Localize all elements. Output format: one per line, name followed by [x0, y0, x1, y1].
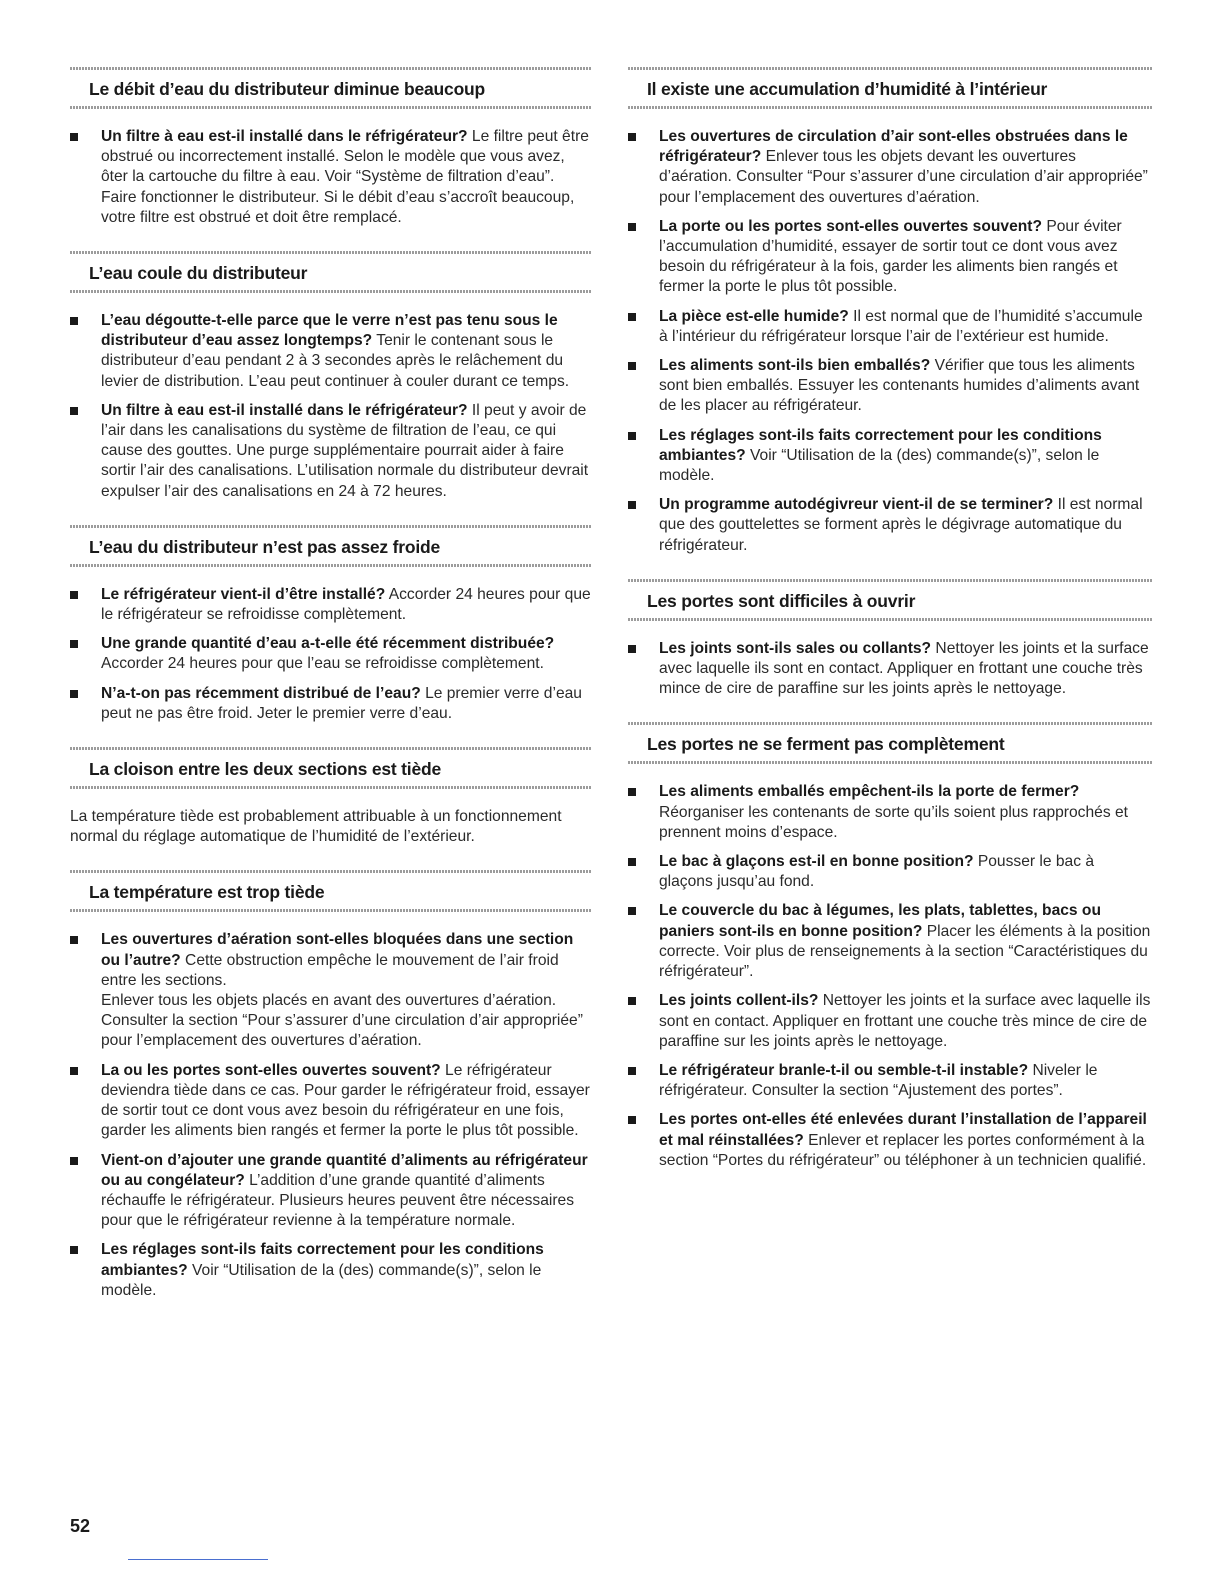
answer-text: Réorganiser les contenants de sorte qu’ils soient plus rapprochés et prennent moins d’espace.	[659, 803, 1128, 841]
right-column	[628, 58, 1152, 1185]
question-text: Les joints sont-ils sales ou collants?	[659, 639, 932, 657]
section-doors-not-closing	[628, 713, 1152, 1170]
dotted-rule	[628, 618, 1152, 621]
square-bullet-icon	[628, 858, 636, 866]
question-text: Le réfrigérateur branle-t-il ou semble-t-il instable?	[659, 1061, 1029, 1079]
answer-text: Vérifier que tous les aliments sont bien emballés. Essuyer les contenants humides d’aliments avant de les placer au réfrigérateur.	[659, 357, 1140, 415]
square-bullet-icon	[628, 1067, 636, 1075]
section-title: Les portes ne se ferment pas complètement	[647, 734, 1005, 755]
question-text: Les réglages sont-ils faits correctement pour les conditions ambiantes?	[659, 426, 1102, 464]
list-item	[628, 217, 1152, 298]
dotted-rule	[628, 761, 1152, 764]
question-text: Les réglages sont-ils faits correctement pour les conditions ambiantes?	[101, 1241, 544, 1279]
answer-text: Il est normal que des gouttelettes se forment après le dégivrage automatique du réfrigérateur.	[659, 496, 1143, 554]
answer-text: Accorder 24 heures pour que l’eau se refroidisse complètement.	[101, 655, 544, 673]
list-item	[628, 1110, 1152, 1171]
answer-text: Il est normal que de l’humidité s’accumule à l’intérieur du réfrigérateur lorsque l’air de l’extérieur est humide.	[659, 307, 1143, 345]
question-text: Vient-on d’ajouter une grande quantité d’aliments au réfrigérateur ou au congélateur?	[101, 1151, 588, 1189]
question-text: Les portes ont-elles été enlevées durant l’installation de l’appareil et mal réinstallées?	[659, 1111, 1147, 1149]
question-text: Le couvercle du bac à légumes, les plats, tablettes, bacs ou paniers sont-ils en bonne position?	[659, 902, 1101, 940]
dotted-rule	[628, 722, 1152, 725]
answer-text: Placer les éléments à la position correcte. Voir plus de renseignements à la section “Caractéristiques du réfrigérateur”.	[659, 922, 1151, 981]
dotted-rule	[70, 564, 592, 567]
section-title: Les portes sont difficiles à ouvrir	[647, 590, 916, 611]
list-item	[70, 930, 592, 1051]
section-title: La cloison entre les deux sections est tiède	[89, 759, 442, 780]
section-title: La température est trop tiède	[89, 882, 325, 903]
bullet-list	[70, 311, 592, 502]
dotted-rule	[628, 67, 1152, 70]
section-heading	[70, 58, 592, 117]
answer-text: Le filtre peut être obstrué ou incorrectement installé. Selon le modèle que vous avez, ôter la cartouche du filtre à eau. Voir “Système de filtration d’eau”. Faire fonctionner le distributeur. Si le débit d’eau s’accroît beaucoup, votre filtre est obstrué et doit être remplacé.	[101, 128, 589, 226]
answer-text: Accorder 24 heures pour que le réfrigérateur se refroidisse complètement.	[101, 585, 591, 624]
list-item	[628, 1061, 1152, 1101]
list-item	[628, 356, 1152, 417]
list-item	[70, 1151, 592, 1232]
section-water-flow-decreased	[70, 58, 592, 228]
question-text: Un programme autodégivreur vient-il de se terminer?	[659, 496, 1054, 514]
square-bullet-icon	[70, 317, 78, 325]
question-text: Les ouvertures d’aération sont-elles bloquées dans une section ou l’autre?	[101, 931, 574, 969]
question-text: La porte ou les portes sont-elles ouvertes souvent?	[659, 217, 1042, 235]
question-text: Un filtre à eau est-il installé dans le réfrigérateur?	[101, 128, 468, 145]
dotted-rule	[70, 290, 592, 293]
question-text: La ou les portes sont-elles ouvertes souvent?	[101, 1061, 441, 1079]
square-bullet-icon	[70, 591, 78, 599]
dotted-rule	[70, 67, 592, 70]
answer-text: Il peut y avoir de l’air dans les canalisations du système de filtration de l’eau, ce qui cause des gouttes. Une purge supplémentaire pourrait aider à faire sortir l’air des canalisations. L’utilisation normale du distributeur devrait expulser l’air des canalisations en 24 à 72 heures.	[101, 401, 589, 500]
question-text: Les aliments sont-ils bien emballés?	[659, 357, 931, 375]
question-text: La pièce est-elle humide?	[659, 307, 849, 325]
square-bullet-icon	[628, 223, 636, 231]
answer-text: L’addition d’une grande quantité d’aliments réchauffe le réfrigérateur. Plusieurs heures peuvent être nécessaires pour que le réfrigérateur revienne à la température normale.	[101, 1171, 574, 1230]
list-item	[628, 495, 1152, 556]
question-text: Une grande quantité d’eau a-t-elle été récemment distribuée?	[101, 635, 555, 653]
answer-text: Le premier verre d’eau peut ne pas être froid. Jeter le premier verre d’eau.	[101, 684, 582, 722]
answer-text: Enlever et replacer les portes conformément à la section “Portes du réfrigérateur” ou téléphoner à un technicien qualifié.	[659, 1131, 1147, 1169]
list-item	[628, 782, 1152, 843]
section-title: Il existe une accumulation d’humidité à l’intérieur	[647, 79, 1048, 99]
square-bullet-icon	[70, 640, 78, 648]
list-item	[628, 901, 1152, 982]
answer-text: Pour éviter l’accumulation d’humidité, essayer de sortir tout ce dont vous avez besoin du réfrigérateur à la fois, garder les aliments bien rangés et fermer la porte le plus tôt possible.	[659, 217, 1122, 296]
square-bullet-icon	[628, 645, 636, 653]
page-number: 52	[70, 1516, 91, 1536]
bullet-list	[628, 782, 1152, 1170]
question-text: Les aliments emballés empêchent-ils la porte de fermer?	[659, 783, 1080, 801]
dotted-rule	[70, 870, 592, 873]
list-item	[628, 852, 1152, 892]
answer-text: Enlever tous les objets devant les ouvertures d’aération. Consulter “Pour s’assurer d’une circulation d’air appropriée” pour l’emplacement des ouvertures d’aération.	[659, 148, 1148, 206]
answer-text: Voir “Utilisation de la (des) commande(s)”, selon le modèle.	[659, 446, 1100, 485]
section-water-dripping	[70, 242, 592, 502]
bullet-list	[70, 127, 592, 228]
answer-text: Niveler le réfrigérateur. Consulter la section “Ajustement des portes”.	[659, 1061, 1098, 1100]
list-item	[628, 127, 1152, 208]
square-bullet-icon	[628, 788, 636, 796]
list-item	[70, 585, 592, 625]
list-item	[628, 991, 1152, 1052]
square-bullet-icon	[628, 997, 636, 1005]
bullet-list	[70, 585, 592, 724]
question-text: Le réfrigérateur vient-il d’être installé?	[101, 585, 386, 603]
answer-text: Cette obstruction empêche le mouvement de l’air froid entre les sections.	[101, 951, 559, 989]
answer-text: Tenir le contenant sous le distributeur d’eau pendant 2 à 3 secondes après le relâchement du levier de distribution. L’eau peut continuer à couler durant ce temps.	[101, 332, 570, 390]
section-title: L’eau du distributeur n’est pas assez froide	[89, 536, 441, 557]
list-item	[70, 1240, 592, 1301]
question-text: Le bac à glaçons est-il en bonne position?	[659, 853, 974, 871]
section-humidity-inside	[628, 58, 1152, 556]
list-item	[628, 639, 1152, 700]
dotted-rule	[70, 525, 592, 528]
section-title: L’eau coule du distributeur	[89, 263, 308, 284]
list-item	[70, 127, 592, 228]
section-heading	[70, 242, 592, 301]
left-column	[70, 58, 592, 1315]
section-heading	[70, 516, 592, 575]
square-bullet-icon	[70, 936, 78, 944]
square-bullet-icon	[70, 1157, 78, 1165]
square-bullet-icon	[70, 1067, 78, 1075]
question-text: Les joints collent-ils?	[659, 992, 819, 1010]
dotted-rule	[628, 106, 1152, 109]
bullet-list	[628, 639, 1152, 700]
square-bullet-icon	[70, 690, 78, 698]
section-title: Le débit d’eau du distributeur diminue beaucoup	[89, 79, 486, 99]
list-item	[70, 311, 592, 392]
section-heading	[70, 861, 592, 920]
square-bullet-icon	[70, 407, 78, 415]
square-bullet-icon	[70, 133, 78, 141]
square-bullet-icon	[628, 362, 636, 370]
section-temperature-too-warm	[70, 861, 592, 1300]
bullet-list	[70, 930, 592, 1300]
dotted-rule	[70, 909, 592, 912]
section-water-not-cold	[70, 516, 592, 724]
dotted-rule	[70, 251, 592, 254]
list-item	[70, 1061, 592, 1142]
question-text: Les ouvertures de circulation d’air sont-elles obstruées dans le réfrigérateur?	[659, 128, 1128, 166]
answer-text: Nettoyer les joints et la surface avec laquelle ils sont en contact. Appliquer en frottant une couche très mince de cire de paraffine sur les joints après le nettoyage.	[659, 639, 1149, 698]
square-bullet-icon	[628, 501, 636, 509]
square-bullet-icon	[628, 1116, 636, 1124]
answer-text: Pousser le bac à glaçons jusqu’au fond.	[659, 853, 1095, 891]
question-text: N’a-t-on pas récemment distribué de l’eau?	[101, 684, 421, 702]
square-bullet-icon	[70, 1246, 78, 1254]
section-heading	[628, 713, 1152, 772]
answer-text: Nettoyer les joints et la surface avec laquelle ils sont en contact. Appliquer en frottant une couche très mince de cire de paraffine sur les joints après le nettoyage.	[659, 992, 1151, 1050]
section-heading	[628, 58, 1152, 117]
section-doors-hard-to-open	[628, 570, 1152, 700]
bullet-list	[628, 127, 1152, 556]
answer-text: Voir “Utilisation de la (des) commande(s)”, selon le modèle.	[101, 1261, 542, 1299]
section-partition-warm	[70, 738, 592, 847]
answer-text: Le réfrigérateur deviendra tiède dans ce cas. Pour garder le réfrigérateur froid, essayer de sortir tout ce dont vous avez besoin du réfrigérateur en une fois, garder les aliments bien rangés et fermer la porte le plus tôt possible.	[101, 1061, 590, 1140]
section-heading	[70, 738, 592, 797]
footer-underline	[128, 1559, 268, 1560]
dotted-rule	[70, 106, 592, 109]
section-heading	[628, 570, 1152, 629]
list-item	[628, 307, 1152, 347]
list-item	[70, 634, 592, 674]
question-text: Un filtre à eau est-il installé dans le réfrigérateur?	[101, 401, 468, 419]
square-bullet-icon	[628, 133, 636, 141]
square-bullet-icon	[628, 313, 636, 321]
dotted-rule	[70, 747, 592, 750]
list-item	[70, 401, 592, 502]
section-paragraph: La température tiède est probablement attribuable à un fonctionnement normal du réglage automatique de l’humidité de l’extérieur.	[70, 808, 562, 846]
dotted-rule	[628, 579, 1152, 582]
answer-text-continued: Enlever tous les objets placés en avant des ouvertures d’aération. Consulter la section “Pour s’assurer d’une circulation d’air appropriée” pour l’emplacement des ouvertures d’aération.	[101, 992, 583, 1050]
square-bullet-icon	[628, 907, 636, 915]
question-text: L’eau dégoutte-t-elle parce que le verre n’est pas tenu sous le distributeur d’eau assez longtemps?	[101, 312, 558, 350]
list-item	[628, 426, 1152, 487]
dotted-rule	[70, 786, 592, 789]
list-item	[70, 684, 592, 724]
square-bullet-icon	[628, 432, 636, 440]
